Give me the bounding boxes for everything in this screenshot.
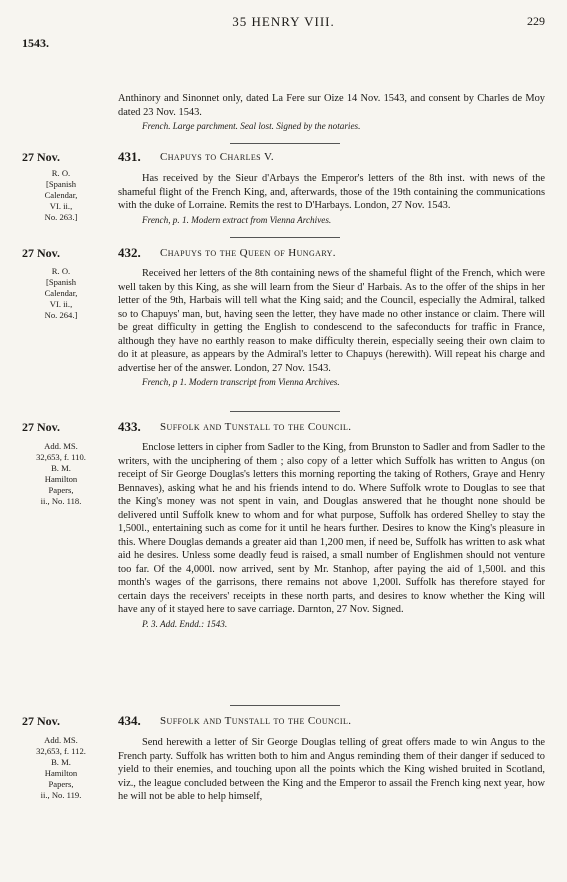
entry-number: 432. — [118, 245, 141, 260]
entry-body: Send herewith a letter of Sir George Douglas telling of great offers made to win Angus to the French party. Suffolk has written both to him and Angus reminding them of their danger if seduced to yield to their enemies, and touching upon all the points which the King wished bruited in Scotland, viz., the league concluded between the King and the Emperor to assail the French king next year, how he will not be able to help himself, — [118, 737, 545, 802]
entry-body-block — [118, 172, 545, 226]
entry-date: 27 Nov. — [22, 714, 61, 728]
continuation-meta: French. Large parchment. Seal lost. Signed by the notaries. — [142, 121, 361, 131]
divider-rule — [230, 143, 340, 144]
entry-meta: French, p. 1. Modern extract from Vienna Archives. — [142, 214, 332, 225]
entry-body: Has received by the Sieur d'Arbays the Emperor's letters of the 8th inst. with news of the shameful flight of the French King, and, afterwards, those of the 19th containing the communications with the duke of Lorraine. Remits the rest to D'Harbays. London, 27 Nov. 1543. — [118, 173, 545, 211]
page-number: 229 — [527, 14, 545, 28]
entry-number: 431. — [118, 149, 141, 164]
source-reference: R. O. [Spanish Calendar, VI. ii., No. 263.] — [44, 168, 78, 222]
entry-body-block — [118, 441, 545, 630]
entry-date: 27 Nov. — [22, 150, 61, 164]
divider-rule — [230, 411, 340, 412]
entry-heading: Chapuys to Charles V. — [160, 151, 275, 163]
continuation-block — [118, 92, 545, 132]
running-title: 35 HENRY VIII. — [232, 14, 335, 29]
source-reference: Add. MS. 32,653, f. 112. B. M. Hamilton Papers, ii., No. 119. — [36, 735, 86, 800]
continuation-text: Anthinory and Sinonnet only, dated La Fere sur Oize 14 Nov. 1543, and consent by Charles de Moy dated 23 Nov. 1543. — [118, 93, 545, 118]
entry-date: 27 Nov. — [22, 246, 61, 260]
margin-year: 1543. — [22, 36, 49, 50]
entry-heading: Chapuys to the Queen of Hungary. — [160, 247, 336, 259]
entry-number: 434. — [118, 713, 141, 728]
entry-body-block — [118, 736, 545, 804]
entry-heading: Suffolk and Tunstall to the Council. — [160, 715, 352, 727]
entry-date: 27 Nov. — [22, 420, 61, 434]
entry-body-block — [118, 267, 545, 388]
source-reference: R. O. [Spanish Calendar, VI. ii., No. 264.] — [44, 266, 78, 320]
entry-heading: Suffolk and Tunstall to the Council. — [160, 421, 352, 433]
entry-body: Received her letters of the 8th containing news of the shameful flight of the French, which were well taken by this King, as she will learn from the Sieur d' Harbais. As to the offer of the ships in her letter of the 9th, Harbais will tell what the King said; and the Council, especially the Admiral, talked so to Chapuys' man, but, having seen the letter, they have made no other instance or claim. There will be great difficulty in getting the English to condescend to the safeconducts for traffic in France, although they have no earthly reason to make difficulty therein, especially seeing their own claim to do it at pleasure, as appears by the Admiral's letter to Chapuys (herewith). Will repeat his charge and advertise her of the answer. London, 27 Nov. 1543. — [118, 268, 545, 374]
divider-rule — [230, 237, 340, 238]
entry-meta: P. 3. Add. Endd.: 1543. — [142, 618, 228, 629]
entry-meta: French, p 1. Modern transcript from Vienna Archives. — [142, 377, 340, 387]
entry-number: 433. — [118, 419, 141, 434]
divider-rule — [230, 705, 340, 706]
source-reference: Add. MS. 32,653, f. 110. B. M. Hamilton Papers, ii., No. 118. — [36, 441, 86, 506]
entry-body: Enclose letters in cipher from Sadler to the King, from Brunston to Sadler and from Sadler to the writers, with the unciphering of them ; also copy of a letter which Suffolk has written to Angus (on receipt of Sir George Douglas's letters this morning reporting the taking of Rothers, Graye and Henry Bennaves), asking what he and his friends intend to do. Where Suffolk wrote to Douglas to see that the King's money was not spent in vain, and Douglas answered that he thought none should be delivered until Suffolk knew to whom and for what purpose, Suffolk has ordered Shelley to stay the 1,500l., entertaining such as come for it until he hears further. Desires to know the King's pleasure in this. Where Douglas demands a greater aid than 1,200 men, if need be, Suffolk has written to ask what aid he desires. Unless some deadly feud is raised, a small number of Englishmen should not venture too far. Of the 4,000l. now arrived, sent by Mr. Stanhop, after paying the aid of 1,500l. and this month's wages of the garrisons, there remains not above 1,200l. Suffolk has therefore stayed for certain days the receivers' receipts in these north parts, and desires to know whether the King will have any of it stayed here to save carriage. Darnton, 27 Nov. Signed. — [118, 442, 545, 615]
